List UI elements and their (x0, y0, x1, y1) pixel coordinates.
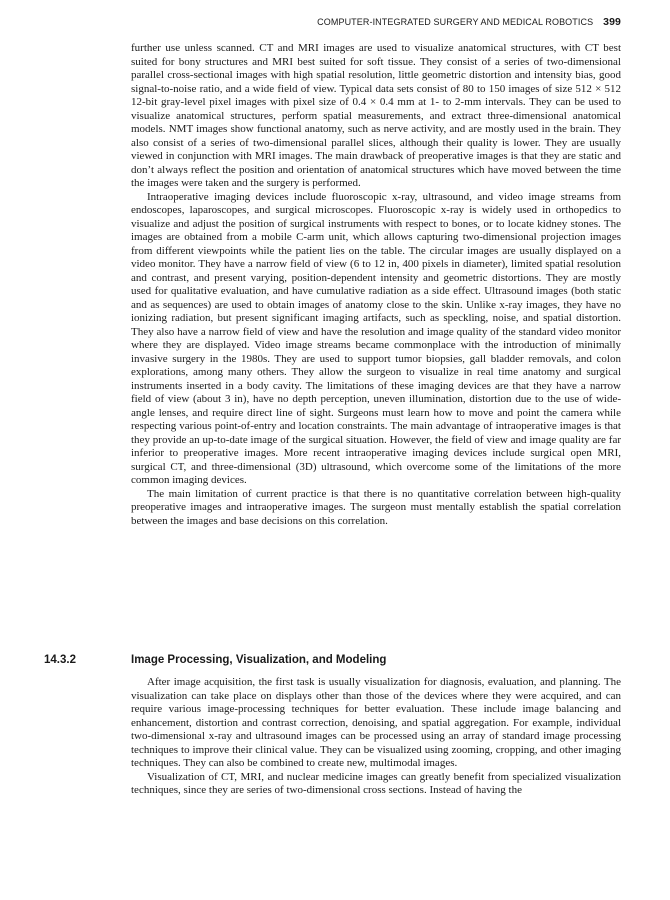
page-number: 399 (603, 16, 621, 28)
section-heading (44, 654, 386, 666)
paragraph-image-acquisition: After image acquisition, the first task is usually visualization for diagnosis, evaluation, and planning. The visualization can take place on displays other than those of the devices where they were acquired, and can require various image-processing techniques for better evaluation. These include image balancing and enhancement, distortion and contrast correction, denoising, and spatial aggregation. For example, individual two-dimensional x-ray and ultrasound images can be processed using an array of standard image processing techniques to improve their clinical value. They can be visualized using zooming, cropping, and other imaging techniques. They can also be combined to create new, multimodal images. (131, 676, 621, 769)
body-text-bottom (131, 676, 621, 798)
body-text-top (131, 42, 621, 528)
paragraph-main-limitation: The main limitation of current practice is that there is no quantitative correlation between high-quality preoperative images and intraoperative images. The surgeon must mentally establish the spatial correlation between the images and base decisions on this correlation. (131, 487, 621, 527)
section-title: Image Processing, Visualization, and Modeling (131, 654, 387, 666)
section-number: 14.3.2 (44, 654, 76, 666)
running-header (131, 16, 621, 28)
paragraph-visualization: Visualization of CT, MRI, and nuclear medicine images can greatly benefit from specialized visualization techniques, since they are series of two-dimensional cross sections. Instead of having the (131, 770, 621, 796)
paragraph-intraoperative-imaging: Intraoperative imaging devices include fluoroscopic x-ray, ultrasound, and video image streams from endoscopes, laparoscopes, and surgical microscopes. Fluoroscopic x-ray is widely used in orthopedics to visualize and adjust the position of surgical instruments with respect to bones, or to locate kidney stones. The images are obtained from a mobile C-arm unit, which allows capturing two-dimensional projection images from different viewpoints while the patient lies on the table. The circular images are usually displayed on a video monitor. They have a narrow field of view (6 to 12 in, 400 pixels in diameter), limited spatial resolution and contrast, and present varying, position-dependent intensity and geometric distortions. They are mostly used for qualitative evaluation, and have cumulative radiation as a side effect. Ultrasound images (both static and as sequences) are used to obtain images of anatomy close to the skin. Unlike x-ray images, they have no ionizing radiation, but present significant imaging artifacts, such as speckling, noise, and spatial distortion. They also have a narrow field of view and have the resolution and image quality of the standard video monitor where they are displayed. Video image streams became commonplace with the introduction of minimally invasive surgery in the 1980s. They are used to support tumor biopsies, gall bladder removals, and colon explorations, among many others. They allow the surgeon to visualize in real time anatomy and surgical instruments inserted in a body cavity. The limitations of these imaging devices are that they have a narrow field of view (about 3 in), have no depth perception, uneven illumination, distortion due to the use of wide-angle lenses, and require direct line of sight. Surgeons must learn how to move and point the camera while respecting various point-of-entry and location constraints. The main advantage of intraoperative images is that they provide an up-to-date image of the surgical situation. However, the field of view and image quality are far inferior to preoperative images. More recent intraoperative imaging devices include surgical open MRI, surgical CT, and three-dimensional (3D) ultrasound, which overcome some of the limitations of the more common imaging devices. (131, 190, 621, 486)
running-title: COMPUTER-INTEGRATED SURGERY AND MEDICAL ROBOTICS (317, 17, 594, 27)
paragraph-continued: further use unless scanned. CT and MRI images are used to visualize anatomical structures, with CT best suited for bony structures and MRI best suited for soft tissue. They consist of a series of two-dimensional parallel cross-sectional images with high spatial resolution, little geometric distortion and intensity bias, good signal-to-noise ratio, and a wide field of view. Typical data sets consist of 80 to 150 images of size 512 × 512 12-bit gray-level pixel images with pixel size of 0.4 × 0.4 mm at 1- to 2-mm intervals. They can be used to visualize anatomical structures, perform spatial measurements, and extract three-dimensional anatomical models. NMT images show functional anatomy, such as nerve activity, and are mostly used in the brain. They also consist of a series of two-dimensional parallel slices, although their quality is lower. They are usually viewed in conjunction with MRI images. The main drawback of preoperative images is that they are static and don’t always reflect the position and orientation of anatomical structures which have moved between the time the images were taken and the surgery is performed. (131, 42, 621, 189)
